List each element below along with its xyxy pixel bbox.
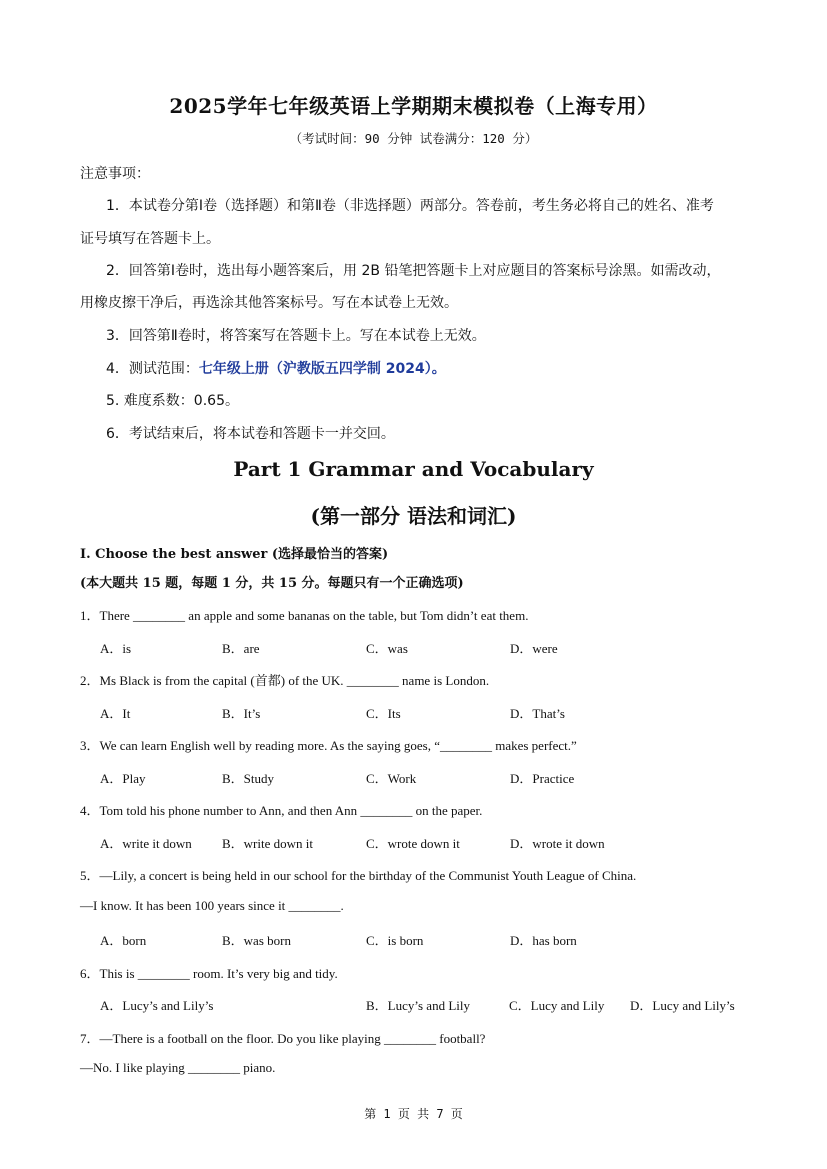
question-3-option-a: A．Play: [100, 771, 146, 786]
note-item-2-line-1: 2．回答第Ⅰ卷时，选出每小题答案后，用 2B 铅笔把答题卡上对应题目的答案标号涂黑。如需改动，: [106, 263, 721, 279]
note-item-6: 6．考试结束后，将本试卷和答题卡一并交回。: [106, 426, 395, 442]
question-5-stem-2: —I know. It has been 100 years since it ________.: [80, 898, 344, 913]
question-7-stem-2: —No. I like playing ________ piano.: [80, 1060, 276, 1075]
question-5-stem: 5．—Lily, a concert is being held in our school for the birthday of the Communist Youth League of China.: [80, 868, 637, 883]
question-5-option-a: A．born: [100, 933, 147, 948]
question-2-option-a: A．It: [100, 706, 131, 721]
note-item-3: 3．回答第Ⅱ卷时，将答案写在答题卡上。写在本试卷上无效。: [106, 328, 486, 344]
note-item-1-line-2: 证号填写在答题卡上。: [80, 231, 220, 247]
section-instructions: (本大题共 15 题，每题 1 分，共 15 分。每题只有一个正确选项): [80, 576, 464, 591]
question-3-stem: 3．We can learn English well by reading more. As the saying goes, “________ makes perfect.”: [80, 738, 577, 753]
question-6-option-a: A．Lucy’s and Lily’s: [100, 998, 214, 1013]
question-4-stem: 4．Tom told his phone number to Ann, and then Ann ________ on the paper.: [80, 803, 483, 818]
question-1-option-b: B．are: [222, 641, 260, 656]
question-1-option-c: C．was: [366, 641, 408, 656]
question-5-option-b: B．was born: [222, 933, 291, 948]
question-2-option-c: C．Its: [366, 706, 401, 721]
exam-subtitle: （考试时间：90 分钟 试卷满分：120 分）: [289, 131, 538, 146]
note-item-5: 5. 难度系数：0.65。: [106, 393, 239, 409]
question-2-stem: 2．Ms Black is from the capital (首都) of the UK. ________ name is London.: [80, 673, 490, 688]
question-2-option-d: D．That’s: [510, 706, 565, 721]
question-7-stem: 7．—There is a football on the floor. Do you like playing ________ football?: [80, 1031, 486, 1046]
question-5-option-d: D．has born: [510, 933, 577, 948]
question-3-option-c: C．Work: [366, 771, 417, 786]
question-6-option-d: D．Lucy and Lily’s: [630, 998, 735, 1013]
question-5-option-c: C．is born: [366, 933, 424, 948]
question-6-stem: 6．This is ________ room. It’s very big and tidy.: [80, 966, 338, 981]
part-title-cn: (第一部分 语法和词汇): [310, 504, 517, 528]
exam-title: 2025学年七年级英语上学期期末模拟卷（上海专用）: [169, 94, 658, 118]
question-3-option-b: B．Study: [222, 771, 275, 786]
note-item-4: [106, 358, 446, 378]
question-1-option-a: A．is: [100, 641, 132, 656]
page-number: 第 1 页 共 7 页: [364, 1107, 463, 1121]
note-item-4-prefix: 4．测试范围：: [106, 361, 199, 377]
note-item-2-line-2: 用橡皮擦干净后，再选涂其他答案标号。写在本试卷上无效。: [80, 295, 458, 311]
note-item-1-line-1: 1．本试卷分第Ⅰ卷（选择题）和第Ⅱ卷（非选择题）两部分。答卷前，考生务必将自己的姓名、准考: [106, 198, 714, 214]
question-4-option-b: B．write down it: [222, 836, 313, 851]
part-title-en: Part 1 Grammar and Vocabulary: [233, 457, 594, 481]
question-1-option-d: D．were: [510, 641, 558, 656]
question-3-option-d: D．Practice: [510, 771, 575, 786]
question-4-option-c: C．wrote down it: [366, 836, 460, 851]
section-heading: I. Choose the best answer (选择最恰当的答案): [80, 547, 389, 562]
question-2-option-b: B．It’s: [222, 706, 261, 721]
test-scope: 七年级上册（沪教版五四学制 2024）。: [198, 361, 446, 377]
question-4-option-a: A．write it down: [100, 836, 192, 851]
question-4-option-d: D．wrote it down: [510, 836, 605, 851]
question-1-stem: 1．There ________ an apple and some bananas on the table, but Tom didn’t eat them.: [80, 608, 529, 623]
question-6-option-b: B．Lucy’s and Lily: [366, 998, 470, 1013]
notes-heading: 注意事项：: [80, 166, 150, 182]
question-6-option-c: C．Lucy and Lily: [509, 998, 605, 1013]
